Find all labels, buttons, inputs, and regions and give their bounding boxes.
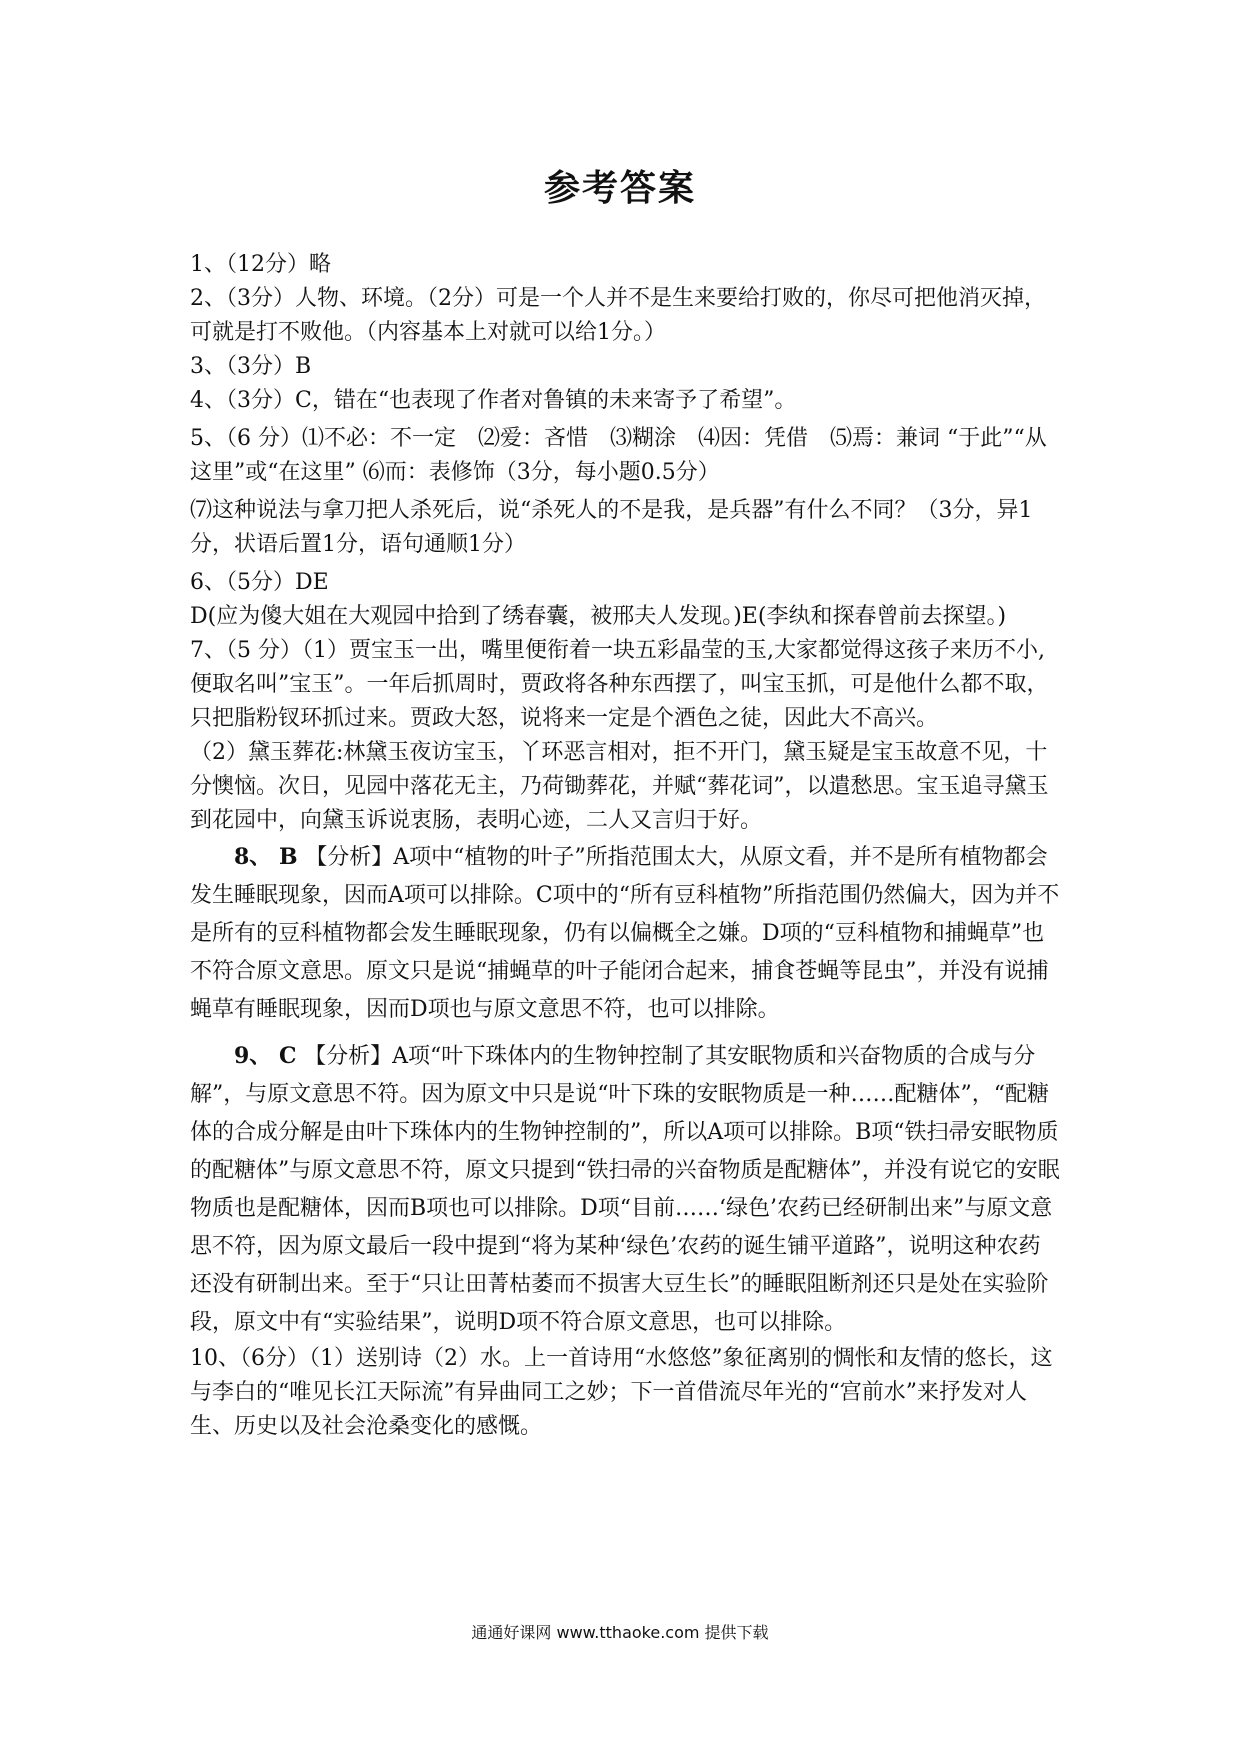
answer-5-part-2: ⑺这种说法与拿刀把人杀死后，说“杀死人的不是我，是兵器”有什么不同？（3分，异1分，状语后置1分，语句通顺1分） bbox=[190, 498, 1033, 557]
answer-6-part-2: D(应为傻大姐在大观园中拾到了绣春囊，被邢夫人发现。)E(李纨和探春曾前去探望。) bbox=[190, 604, 1007, 629]
footer-source: 通通好课网 www.tthaoke.com 提供下载 bbox=[471, 1623, 769, 1642]
answer-4: 4、（3分）C，错在“也表现了作者对鲁镇的未来寄予了希望”。 bbox=[190, 388, 797, 413]
answer-9 bbox=[190, 1037, 1060, 1342]
answer-6-part-1: 6、（5分）DE bbox=[190, 570, 329, 595]
answer-9-analysis: 【分析】A项“叶下珠体内的生物钟控制了其安眠物质和兴奋物质的合成与分解”，与原文意思不符。因为原文中只是说“叶下珠的安眠物质是一种……配糖体”，“配糖体的合成分解是由叶下珠体内的生物钟控制的”，所以A项可以排除。B项“铁扫帚安眠物质的配糖体”与原文意思不符，原文只提到“铁扫帚的兴奋物质是配糖体”，并没有说它的安眠物质也是配糖体，因而B项也可以排除。D项“目前……‘绿色’农药已经研制出来”与原文意思不符，因为原文最后一段中提到“将为某种‘绿色’农药的诞生铺平道路”，说明这种农药还没有研制出来。至于“只让田菁枯萎而不损害大豆生长”的睡眠阻断剂还只是处在实验阶段，原文中有“实验结果”，说明D项不符合原文意思，也可以排除。 bbox=[190, 1044, 1060, 1335]
answer-1: 1、（12分）略 bbox=[190, 252, 331, 277]
answer-8 bbox=[190, 838, 1060, 1029]
answer-10: 10、（6分）（1）送别诗（2）水。上一首诗用“水悠悠”象征离别的惆怅和友情的悠长，这与李白的“唯见长江天际流”有异曲同工之妙；下一首借流尽年光的“宫前水”来抒发对人生、历史以及社会沧桑变化的感慨。 bbox=[190, 1346, 1053, 1439]
answer-content bbox=[190, 248, 1060, 1444]
page-title: 参考答案 bbox=[543, 168, 696, 209]
answer-8-number: 8、 B bbox=[234, 844, 306, 870]
answer-2: 2、（3分）人物、环境。（2分）可是一个人并不是生来要给打败的，你尽可把他消灭掉，可就是打不败他。（内容基本上对就可以给1分。） bbox=[190, 286, 1046, 345]
answer-9-number: 9、 C bbox=[234, 1043, 305, 1069]
answer-3: 3、（3分）B bbox=[190, 354, 312, 379]
answer-8-analysis: 【分析】A项中“植物的叶子”所指范围太大，从原文看，并不是所有植物都会发生睡眠现象，因而A项可以排除。C项中的“所有豆科植物”所指范围仍然偏大，因为并不是所有的豆科植物都会发生睡眠现象，仍有以偏概全之嫌。D项的“豆科植物和捕蝇草”也不符合原文意思。原文只是说“捕蝇草的叶子能闭合起来，捕食苍蝇等昆虫”，并没有说捕蝇草有睡眠现象，因而D项也与原文意思不符，也可以排除。 bbox=[190, 845, 1060, 1022]
answer-7-part-1: 7、（5 分）（1）贾宝玉一出，嘴里便衔着一块五彩晶莹的玉,大家都觉得这孩子来历不小,便取名叫”宝玉”。一年后抓周时，贾政将各种东西摆了，叫宝玉抓，可是他什么都不取，只把脂粉钗环抓过来。贾政大怒，说将来一定是个酒色之徒，因此大不高兴。 bbox=[190, 638, 1049, 731]
answer-7-part-2: （2）黛玉葬花:林黛玉夜访宝玉，丫环恶言相对，拒不开门，黛玉疑是宝玉故意不见，十分懊恼。次日，见园中落花无主，乃荷锄葬花，并赋“葬花词”，以遣愁思。宝玉追寻黛玉到花园中，向黛玉诉说衷肠，表明心迹，二人又言归于好。 bbox=[190, 740, 1049, 833]
answer-5-part-1: 5、（6 分）⑴不必：不一定 ⑵爱：吝惜 ⑶糊涂 ⑷因：凭借 ⑸焉：兼词 “于此”“从这里”或“在这里” ⑹而：表修饰（3分，每小题0.5分） bbox=[190, 426, 1047, 485]
